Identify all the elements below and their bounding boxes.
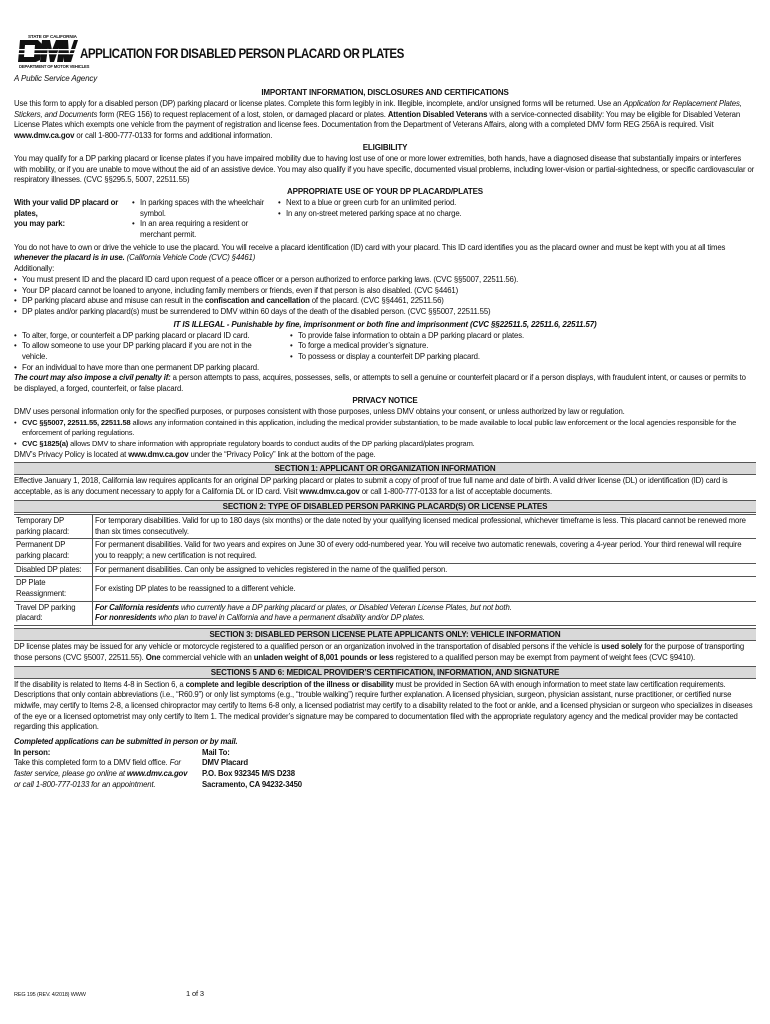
list-item: • CVC §1825(a) allows DMV to share information with appropriate regulatory boards to conduct audits of the DP parking placard/plates program. [14,439,756,450]
row-text: For permanent disabilities. Valid for two years and expires on June 30 of every odd-numbered year. You will receive two automatic renewals, covering a 4-year period. Your third renewal will require you to reapply; a new certification is not required. [93,539,757,563]
placard-types-table [14,514,756,626]
dmv-logo [16,34,90,72]
row-text: For existing DP plates to be reassigned to a different vehicle. [93,577,757,601]
row-label: Temporary DP parking placard: [14,514,93,538]
appropriate-use-heading: APPROPRIATE USE OF YOUR DP PLACARD/PLATES [287,186,483,196]
section-1-text: Effective January 1, 2018, California law requires applicants for an original DP parking placard or plates to submit a copy of proof of true full name and date of birth. A valid driver license (DL) or identification (ID) card is acceptable, as is any document necessary to apply for a California DL or ID card. Visit www.dmv.ca.gov or call 1-800-777-0133 for a list of acceptable documents. [14,476,728,497]
table-row [14,601,756,625]
table-row [14,577,756,601]
logo-dept-text: DEPARTMENT OF MOTOR VEHICLES [19,64,90,69]
section-3-text: DP license plates may be issued for any vehicle or motorcycle registered to a qualified person or an organization involved in the transportation of disabled persons if the vehicle is used solely for the purpose of transporting those persons (CVC §5007, 22511.55). One commercial vehicle with an unladen weight of 8,001 pounds or less registered to a qualified person may be exempt from payment of weight fees (CVC §9410). [14,642,745,662]
list-item: • DP plates and/or parking placard(s) must be surrendered to DMV within 60 days of the death of the disabled person. (CVC §§5007, 22511.55) [14,307,756,318]
dmv-website-link[interactable]: www.dmv.ca.gov [299,487,360,497]
logo-state-text: STATE OF CALIFORNIA [28,34,77,39]
dmv-website-link[interactable]: www.dmv.ca.gov [128,449,189,459]
eligibility-paragraph: You may qualify for a DP parking placard or license plates if you have impaired mobility due to having lost use of one or more lower extremities, both hands, have a diagnosed disease that substantially impairs or interferes with mobility, or if you are unable to move without the aid of an assistive device. You may also qualify if you have specific, documented visual problems, including lower-vision or partial-sightedness, or specific cardiovascular or respiratory illnesses. (CVC §§295.5, 5007, 22511.55) [14,153,755,185]
table-row [14,563,756,577]
important-info-heading: IMPORTANT INFORMATION, DISCLOSURES AND CERTIFICATIONS [261,88,509,97]
row-label: Travel DP parking placard: [14,601,93,625]
row-label: Disabled DP plates: [14,563,93,577]
form-title: APPLICATION FOR DISABLED PERSON PLACARD OR PLATES [80,46,404,61]
eligibility-heading: ELIGIBILITY [362,142,408,152]
list-item: • In any on-street metered parking space at no charge. [278,209,756,220]
list-item: • To possess or display a counterfeit DP parking placard. [290,352,756,363]
submission-block [14,748,756,791]
sections-5-6-header: SECTIONS 5 AND 6: MEDICAL PROVIDER’S CERTIFICATION, INFORMATION, AND SIGNATURE [14,666,756,679]
row-label: DP Plate Reassignment: [14,577,93,601]
section-2-header: SECTION 2: TYPE OF DISABLED PERSON PARKING PLACARD(S) OR LICENSE PLATES [14,500,756,513]
table-row [14,539,756,563]
list-item: • In parking spaces with the wheelchair symbol. [132,198,268,219]
additionally-label: Additionally: [14,264,55,274]
list-item: • To provide false information to obtain a DP parking placard or plates. [290,331,756,342]
list-item: • Next to a blue or green curb for an unlimited period. [278,198,756,209]
list-item: • You must present ID and the placard ID card upon request of a peace officer or a person authorized to enforce parking laws. (CVC §§5007, 22511.56). [14,275,756,286]
privacy-heading: PRIVACY NOTICE [352,395,418,405]
list-item: • Your DP placard cannot be loaned to anyone, including family members or friends, even if that person is also disabled. (CVC §4461) [14,286,756,297]
privacy-paragraph: DMV uses personal information only for the specified purposes, or purposes consistent with those purposes, unless DMV obtains your consent, or unless authorized by law or regulation. [14,406,625,416]
row-text: For California residents who currently have a DP parking placard or plates, or Disabled Veteran License Plates, but not both. For nonresidents who plan to travel in California and have a permanent disability and/or DP plates. [93,601,757,625]
form-number: REG 195 (REV. 4/2018) WWW [14,992,86,998]
agency-tagline: A Public Service Agency [14,74,98,83]
dmv-website-link[interactable]: www.dmv.ca.gov [126,769,188,779]
illegal-list [14,331,756,374]
in-person-text: Take this completed form to a DMV field office. For faster service, please go online at www.dmv.ca.gov or call 1-800-777-0133 for an appointment. [14,758,188,789]
row-text: For temporary disabilities. Valid for up to 180 days (six months) or the date noted by your qualifying licensed medical professional, whichever timeframe is less. This placard cannot be renewed more than six times consecutively. [93,514,757,538]
header [14,34,756,86]
dmv-website-link[interactable]: www.dmv.ca.gov [14,131,75,141]
list-item: • In an area requiring a resident or merchant permit. [132,219,268,240]
in-person-label: In person: [14,747,51,757]
row-text: For permanent disabilities. Can only be assigned to vehicles registered in the name of the qualified person. [93,563,757,577]
submission-heading: Completed applications can be submitted in person or by mail. [14,737,238,747]
civil-penalty-paragraph: The court may also impose a civil penalty if: a person attempts to pass, acquires, possesses, sells, or attempts to sell a genuine or counterfeit placard or if a person displays, with fraudulent intent, or causes or permits to be displayed, a forged, counterfeit, or false placard. [14,373,746,394]
placard-id-paragraph: You do not have to own or drive the vehicle to use the placard. You will receive a placard identification (ID) card with your placard. This ID card identifies you as the placard owner and must be kept with you at all times whenever the placard is in use. (California Vehicle Code (CVC) §4461) [14,242,726,263]
mail-address: Mail To: DMV Placard P.O. Box 932345 M/S D238 Sacramento, CA 94232-3450 [202,747,302,789]
list-item: • To alter, forge, or counterfeit a DP parking placard or placard ID card. [14,331,278,342]
list-item: • To allow someone to use your DP parking placard if you are not in the vehicle. [14,341,278,362]
intro-paragraph: Use this form to apply for a disabled person (DP) parking placard or license plates. Complete this form legibly in ink. Illegible, incomplete, and/or unsigned forms will be returned. Use an Application for Replacement Plates, Stickers, and Documents form (REG 156) to request replacement of a lost, stolen, or damaged placard or plates. Attention Disabled Veterans with a service-connected disability: You may be eligible for Disabled Veteran License Plates which exempts one vehicle from the payment of registration and license fees. Documentation from the Department of Veterans Affairs, along with a completed DMV form REG 256A is required. Visit www.dmv.ca.gov or call 1-800-777-0133 for forms and additional information. [14,99,742,141]
list-item: • CVC §§5007, 22511.55, 22511.58 allows any information contained in this application, including the medical provider substantiation, to be made available to local public law enforcement or the local agencies responsible for the enforcement of parking regulations. [14,418,756,439]
section-3-header: SECTION 3: DISABLED PERSON LICENSE PLATE APPLICANTS ONLY: VEHICLE INFORMATION [14,628,756,641]
form-page [14,34,756,998]
dmv-logo-icon [16,38,78,64]
illegal-heading: IT IS ILLEGAL - Punishable by fine, imprisonment or both fine and imprisonment (CVC §§22511.5, 22511.6, 22511.57) [173,319,597,329]
table-row [14,514,756,538]
privacy-policy-line: DMV’s Privacy Policy is located at www.dmv.ca.gov under the “Privacy Policy” link at the bottom of the page. [14,449,376,459]
list-item: • To forge a medical provider’s signature. [290,341,756,352]
list-item: • For an individual to have more than one permanent DP parking placard. [14,363,278,374]
list-item: • DP parking placard abuse and misuse can result in the confiscation and cancellation of the placard. (CVC §§4461, 22511.56) [14,296,756,307]
section-1-header: SECTION 1: APPLICANT OR ORGANIZATION INFORMATION [14,462,756,475]
parking-allowed-block: With your valid DP placard or plates, you may park: • In parking spaces with the wheelchair symbol. • In an area requiring a resident or merchant permit. • Next to a blue or green curb for an unlimited period. • In any on-street metered parking space at no charge. [14,198,756,241]
row-label: Permanent DP parking placard: [14,539,93,563]
sections-5-6-text: If the disability is related to Items 4-8 in Section 6, a complete and legible description of the illness or disability must be provided in Section 6A with enough information to meet state law certification requirements. Descriptions that only contain abbreviations (i.e., “R60.9”) or only list symptoms (e.g., “trouble walking”) require further explanation. A licensed physician, surgeon, physician assistant, nurse practitioner, or certified nurse midwife, may certify to Items 2-8, a licensed chiropractor may certify to Items 6-8 only, a licensed podiatrist may certify to a disability related to the foot or ankle, and a licensed physician or surgeon who specializes in diseases of the eye or a licensed optometrist may only certify to Item 1. The medical provider’s signature may be compared to documentation filed with the appropriate regulatory agency and the medical provider may be contacted regarding this application. [14,679,753,732]
page-number: 1 of 3 [186,989,204,998]
